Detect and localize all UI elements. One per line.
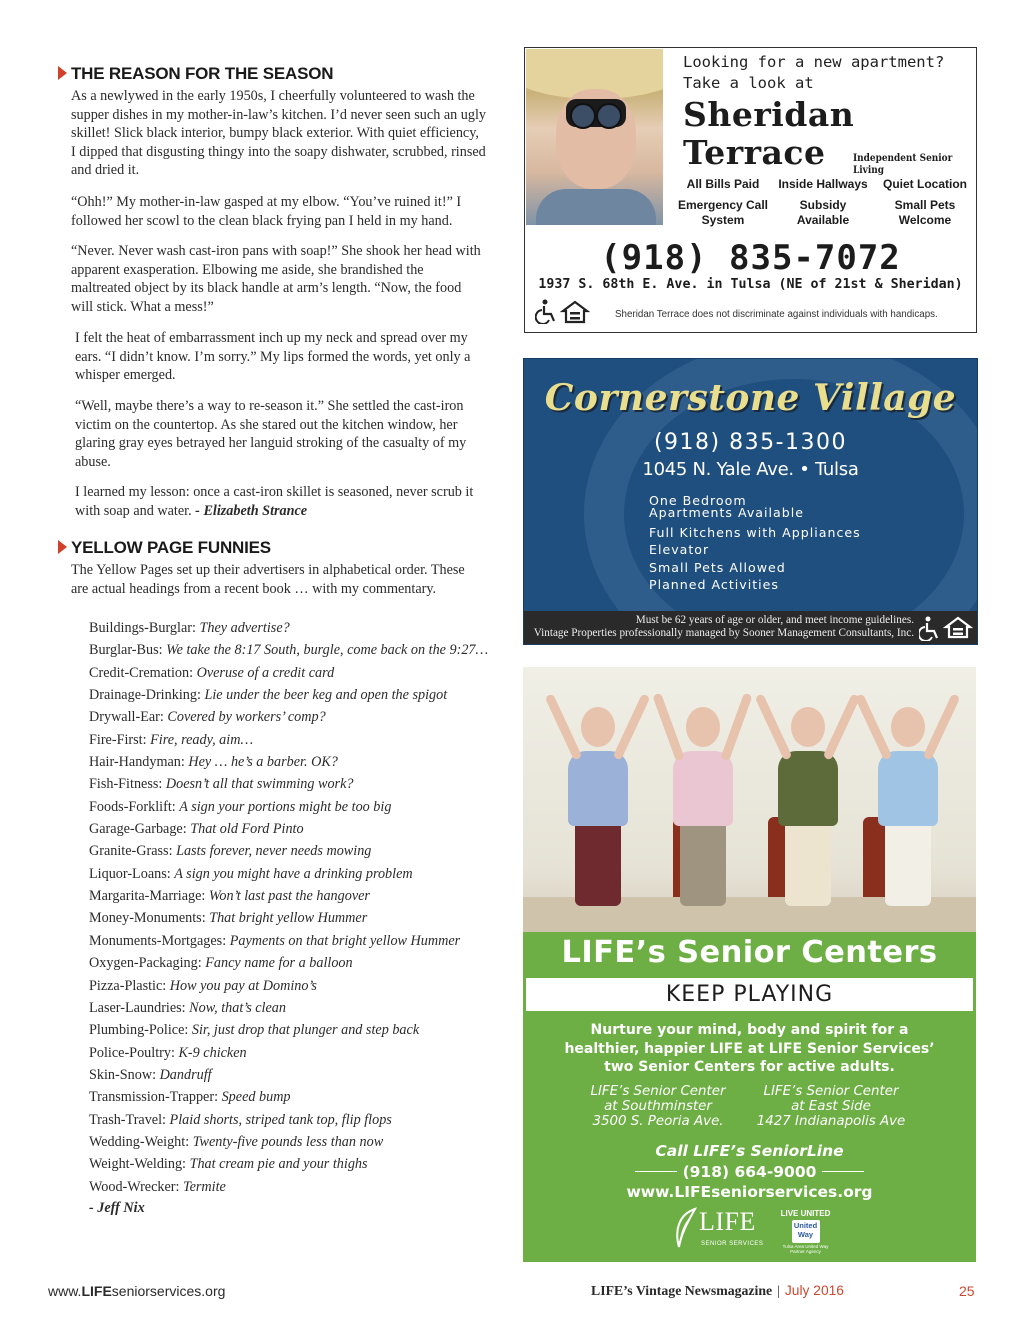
- author-signature: - Elizabeth Strance: [195, 502, 308, 519]
- funnies-list: [89, 617, 509, 1218]
- funny-list-item: [89, 975, 509, 997]
- funny-comment: Overuse of a credit card: [196, 664, 335, 681]
- funny-comment: Covered by workers’ comp?: [167, 709, 326, 726]
- funny-comment: Lie under the beer keg and open the spigot: [204, 687, 448, 704]
- article-paragraph: “Ohh!” My mother-in-law gasped at my elbow. “You’ve ruined it!” I followed her scowl to the clean black frying pan I held in my hand.: [71, 194, 462, 229]
- triangle-bullet-icon: [58, 540, 67, 554]
- ad-phone: (918) 835-7072: [600, 238, 901, 278]
- funny-list-item: [89, 773, 509, 795]
- funny-heading: Wedding-Weight:: [89, 1133, 190, 1150]
- funny-list-item: [89, 1042, 509, 1064]
- funny-heading: Margarita-Marriage:: [89, 888, 206, 905]
- funny-list-item: [89, 662, 509, 684]
- article-paragraph: “Well, maybe there’s a way to re-season it.” She settled the cast-iron victim on the countertop. As she stared out the kitchen window, her glaring gray eyes betrayed her languid stroking of the casualty of my abuse.: [75, 398, 467, 470]
- funny-heading: Pizza-Plastic:: [89, 977, 167, 994]
- funny-list-item: [89, 729, 509, 751]
- article-paragraph: I felt the heat of embarrassment inch up my neck and spread over my ears. “I didn’t know. I’m sorry.” My lips formed the words, yet only a whisper emerged.: [75, 330, 471, 384]
- article-paragraph: As a newlywed in the early 1950s, I cheerfully volunteered to wash the supper dishes in my mother-in-law’s kitchen. I’d never seen such an ugly skillet! Slick black interior, bumpy black exterior. With quiet efficiency, I dipped that disgusting thingy into the soapy dishwater, scrubbed, rinsed and dried it.: [71, 88, 486, 179]
- funny-heading: Fish-Fitness:: [89, 776, 163, 793]
- ad-address: 1937 S. 68th E. Ave. in Tulsa (NE of 21st & Sheridan): [538, 277, 963, 292]
- funny-heading: Buildings-Burglar:: [89, 620, 196, 636]
- funny-comment: K-9 chicken: [178, 1044, 247, 1061]
- ad-cornerstone-village: [523, 358, 978, 645]
- funny-list-item: [89, 1131, 509, 1153]
- funny-list-item: [89, 751, 509, 773]
- funny-list-item: [89, 840, 509, 862]
- funny-comment: Speed bump: [221, 1089, 291, 1106]
- footer-website: www.LIFEseniorservices.org: [48, 1283, 226, 1299]
- ad-tagline: Independent Senior Living: [853, 152, 953, 176]
- funny-comment: Payments on that bright yellow Hummer: [229, 932, 461, 949]
- funny-comment: How you pay at Domino’s: [169, 977, 317, 994]
- ad-banner: KEEP PLAYING: [526, 978, 973, 1011]
- ad-call-label: Call LIFE’s SeniorLine: [655, 1142, 844, 1160]
- article-paragraph-last: I learned my lesson: once a cast-iron skillet is seasoned, never scrub it with soap and water. - Elizabeth Strance: [75, 484, 474, 519]
- ad-feature: Emergency Call System: [677, 198, 769, 227]
- funny-list-item: [89, 818, 509, 840]
- ad-feature: Planned Activities: [649, 576, 779, 592]
- funny-list-item: [89, 1176, 509, 1198]
- funny-list-item: [89, 997, 509, 1019]
- ad-feature: Full Kitchens with Appliances: [649, 525, 861, 540]
- fine-print-line: Vintage Properties professionally managed by Sooner Management Consultants, Inc.: [533, 627, 914, 639]
- funny-heading: Wood-Wrecker:: [89, 1178, 180, 1195]
- funny-heading: Money-Monuments:: [89, 910, 206, 927]
- center-location-east-side: LIFE’s Senior Center at East Side 1427 Indianapolis Ave: [756, 1084, 906, 1129]
- funny-heading: Foods-Forklift:: [89, 798, 176, 815]
- ad-feature: Apartments Available: [649, 505, 804, 520]
- funny-list-item: [89, 684, 509, 706]
- funny-heading: Skin-Snow:: [89, 1066, 157, 1083]
- funny-comment: Now, that’s clean: [189, 999, 286, 1016]
- footer-date: July 2016: [784, 1283, 844, 1298]
- funny-heading: Burglar-Bus:: [89, 642, 163, 659]
- ad-body: Nurture your mind, body and spirit for a healthier, happier LIFE at LIFE Senior Services’ two Senior Centers for active adults.: [564, 1022, 935, 1075]
- article-heading-reason: THE REASON FOR THE SEASON: [58, 64, 333, 84]
- seniors-cheering-photo: [523, 667, 976, 932]
- funny-list-item: [89, 930, 509, 952]
- ad-life-senior-centers: [523, 667, 976, 1262]
- funny-comment: That cream pie and your thighs: [189, 1156, 368, 1173]
- ad-disclaimer: Sheridan Terrace does not discriminate against individuals with handicaps.: [615, 309, 938, 320]
- ad-title: Cornerstone Village: [544, 377, 957, 419]
- ad-feature-list: [649, 495, 861, 593]
- article-heading-yellow-pages: YELLOW PAGE FUNNIES: [58, 538, 271, 558]
- funny-list-item: [89, 952, 509, 974]
- ad-address: 1045 N. Yale Ave. • Tulsa: [642, 459, 859, 480]
- funny-list-item: [89, 863, 509, 885]
- ad-headline: LIFE’s Senior Centers: [561, 935, 938, 970]
- funny-list-item: [89, 907, 509, 929]
- funny-list-item: [89, 885, 509, 907]
- funny-comment: Plaid shorts, striped tank top, flip flops: [169, 1111, 392, 1128]
- funny-heading: Drywall-Ear:: [89, 709, 164, 726]
- accessibility-equal-housing-icon: [919, 615, 973, 641]
- ad-feature: Small Pets Welcome: [894, 198, 956, 227]
- funny-comment: Won’t last past the hangover: [208, 888, 370, 905]
- page-number: 25: [959, 1283, 975, 1299]
- funny-heading: Laser-Laundries:: [89, 999, 186, 1016]
- funny-heading: Fire-First:: [89, 731, 147, 748]
- funny-list-item: [89, 1109, 509, 1131]
- united-way-logo: LIVE UNITED United Way Tulsa Area United Way Partner Agency: [780, 1209, 831, 1254]
- funny-heading: Police-Poultry:: [89, 1044, 175, 1061]
- funny-list-item: [89, 1153, 509, 1175]
- ad-feature: Elevator: [649, 542, 710, 558]
- accessibility-equal-housing-icon: [535, 298, 590, 324]
- life-senior-services-logo: LIFE SENIOR SERVICES: [673, 1207, 768, 1257]
- funny-comment: Doesn’t all that swimming work?: [165, 776, 354, 793]
- funny-comment: Fancy name for a balloon: [205, 955, 353, 972]
- funny-heading: Garage-Garbage:: [89, 821, 187, 838]
- funny-comment: Twenty-five pounds less than now: [192, 1133, 384, 1150]
- leaf-icon: [673, 1207, 699, 1249]
- triangle-bullet-icon: [58, 66, 67, 80]
- funny-comment: Lasts forever, never needs mowing: [176, 843, 372, 860]
- funny-list-item: [89, 1019, 509, 1041]
- funny-comment: Dandruff: [159, 1066, 212, 1083]
- ad-feature: Subsidy Available: [796, 198, 850, 227]
- ad-phone: (918) 664-9000: [523, 1163, 976, 1181]
- ad-feature: Quiet Location: [883, 177, 967, 191]
- funny-list-item: [89, 617, 509, 639]
- woman-with-binoculars-photo: [526, 49, 663, 225]
- funny-comment: A sign your portions might be too big: [179, 798, 392, 815]
- funny-comment: Termite: [183, 1178, 226, 1195]
- ad-feature: One Bedroom: [649, 493, 747, 508]
- ad-phone: (918) 835-1300: [653, 430, 848, 455]
- funny-heading: Weight-Welding:: [89, 1156, 187, 1173]
- funny-heading: Drainage-Drinking:: [89, 687, 201, 704]
- funny-heading: Granite-Grass:: [89, 843, 173, 860]
- funny-comment: That bright yellow Hummer: [209, 910, 368, 927]
- funny-heading: Monuments-Mortgages:: [89, 932, 227, 949]
- funny-comment: They advertise?: [199, 620, 290, 636]
- funny-comment: Fire, ready, aim…: [150, 731, 254, 748]
- ad-feature: Inside Hallways: [778, 177, 868, 191]
- ad-fine-print-bar: [524, 611, 977, 644]
- ad-feature: Small Pets Allowed: [649, 559, 786, 575]
- center-location-southminster: LIFE’s Senior Center at Southminster 3500 S. Peoria Ave.: [590, 1084, 726, 1129]
- ad-website: www.LIFEseniorservices.org: [626, 1183, 873, 1201]
- ad-sheridan-terrace: [524, 47, 977, 333]
- funny-comment: That old Ford Pinto: [190, 821, 304, 838]
- ad-logos: [673, 1207, 873, 1262]
- funny-comment: Hey … he’s a barber. OK?: [188, 754, 338, 771]
- ad-feature: All Bills Paid: [686, 177, 760, 191]
- funny-heading: Hair-Handyman:: [89, 754, 185, 771]
- article-paragraph: “Never. Never wash cast-iron pans with soap!” She shook her head with apparent exasperation. Elbowing me aside, she brandished the maltreated object by its black handle at arm’s length. “Now, the food will stick. What a mess!”: [71, 243, 481, 315]
- funny-heading: Plumbing-Police:: [89, 1022, 189, 1039]
- funny-list-item: [89, 796, 509, 818]
- funny-list-item: [89, 639, 509, 661]
- footer-publication: LIFE’s Vintage Newsmagazine | July 2016: [591, 1283, 844, 1298]
- article-intro: The Yellow Pages set up their advertisers in alphabetical order. These are actual headings from a recent book … with my commentary.: [71, 562, 465, 597]
- funny-comment: Sir, just drop that plunger and step back: [191, 1022, 420, 1039]
- author-signature: - Jeff Nix: [89, 1199, 145, 1216]
- fine-print-line: Must be 62 years of age or older, and meet income guidelines.: [635, 614, 914, 626]
- funny-heading: Trash-Travel:: [89, 1111, 166, 1128]
- funny-list-item: [89, 1086, 509, 1108]
- funny-heading: Liquor-Loans:: [89, 865, 171, 882]
- funny-heading: Transmission-Trapper:: [89, 1089, 219, 1106]
- ad-intro: Looking for a new apartment? Take a look at: [683, 53, 945, 92]
- funny-comment: We take the 8:17 South, burgle, come back on the 9:27…: [166, 642, 489, 659]
- funny-heading: Oxygen-Packaging:: [89, 955, 202, 972]
- funny-list-item: [89, 706, 509, 728]
- funny-heading: Credit-Cremation:: [89, 664, 194, 681]
- funny-comment: A sign you might have a drinking problem: [174, 865, 413, 882]
- ad-brand-name: Sheridan Terrace: [683, 95, 855, 172]
- funny-list-item: [89, 1064, 509, 1086]
